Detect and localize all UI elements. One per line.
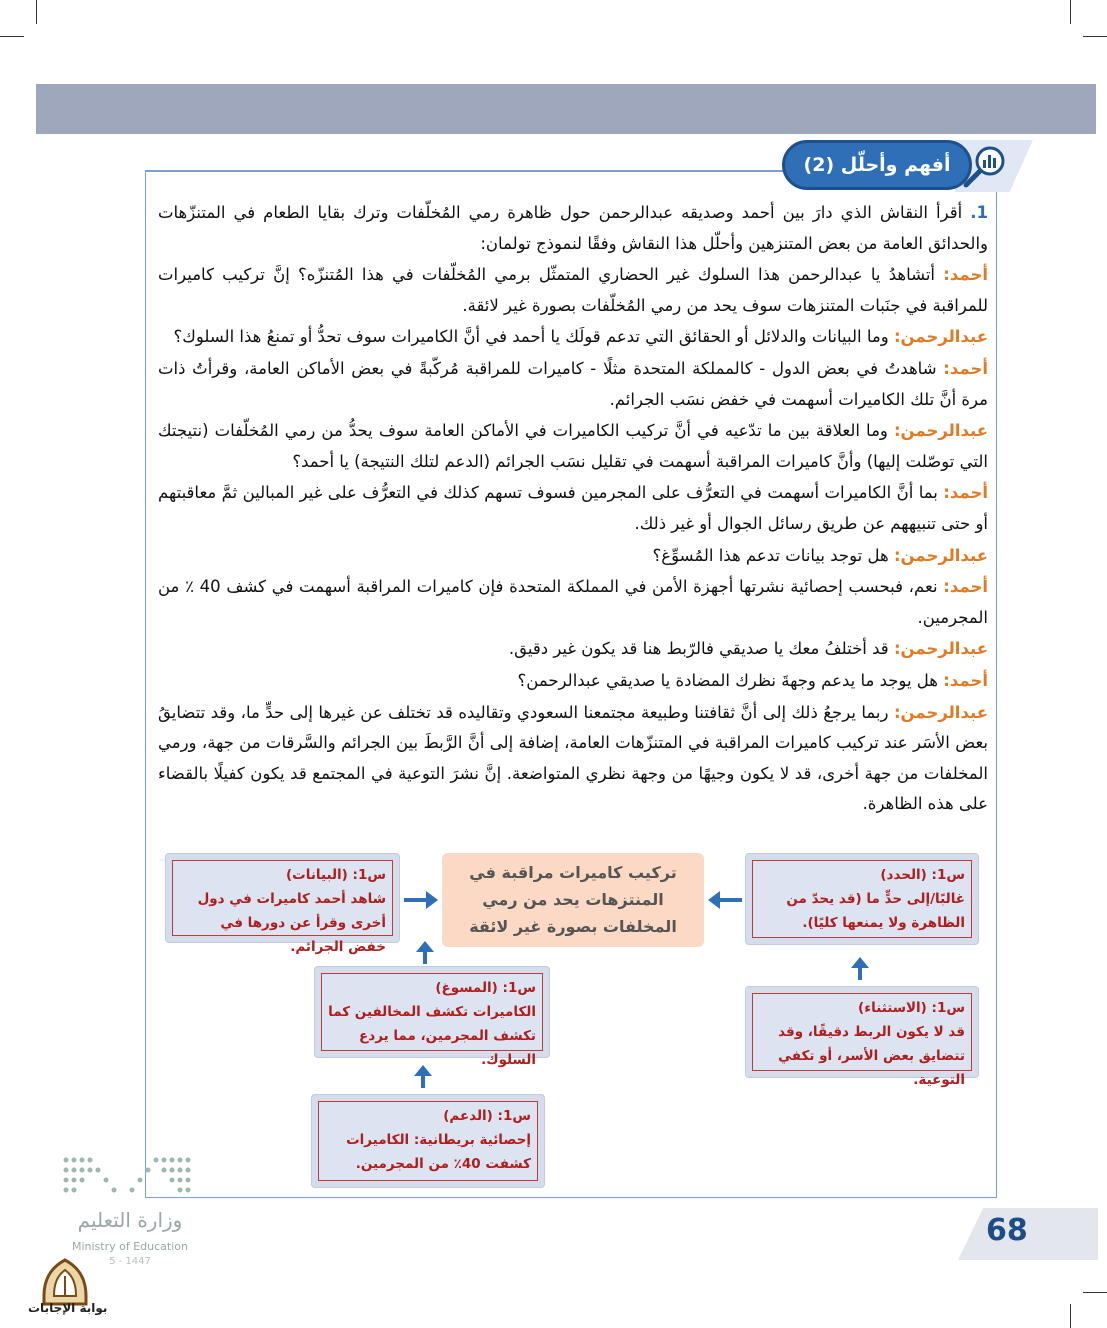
qualifier-box	[745, 853, 979, 945]
box-title: س1: (الدعم)	[443, 1108, 531, 1124]
speaker: أحمد:	[943, 358, 989, 378]
utterance: وما البيانات والدلائل أو الحقائق التي تدعم قولَك يا أحمد في أنَّ الكاميرات سوف تحدُّ أو تمنعُ هذا السلوك؟	[173, 327, 889, 347]
claim-box	[442, 853, 704, 947]
dialogue-line	[158, 634, 988, 665]
box-text: الكاميرات تكشف المخالفين كما تكشف المجرمين، مما يردع السلوك.	[328, 1004, 536, 1068]
box-text: شاهد أحمد كاميرات في دول أخرى وقرأ عن دورها في خفض الجرائم.	[197, 891, 386, 955]
crop-mark	[0, 36, 24, 37]
speaker: أحمد:	[943, 577, 988, 597]
dialogue-line	[158, 666, 988, 697]
claim-text: تركيب كاميرات مراقبة في المنتزهات يحد من رمي المخلفات بصورة غير لائقة	[469, 863, 677, 936]
intro-text: أقرأ النقاش الذي دارَ بين أحمد وصديقه عبدالرحمن حول ظاهرة رمي المُخلّفات وترك بقايا الطعام في المتنزّهات والحدائق العامة من بعض المتنزهين وأحلّل هذا النقاش وفقًا لنموذج تولمان:	[158, 203, 988, 253]
page-number-tab	[958, 1208, 1098, 1260]
crop-mark	[1070, 1304, 1071, 1328]
dialogue-line	[158, 260, 988, 321]
utterance: نعم، فبحسب إحصائية نشرتها أجهزة الأمن في المملكة المتحدة فإن كاميرات المراقبة أسهمت في كشف 40 ٪ من المجرمين.	[158, 577, 988, 627]
data-box	[165, 853, 400, 955]
box-text: غالبًا/إلى حدٍّ ما (قد يحدّ من الظاهرة ولا يمنعها كليًا).	[786, 891, 965, 931]
ministry-name-ar: وزارة التعليم	[77, 1208, 183, 1232]
rebuttal-box	[745, 986, 979, 1088]
dialogue-line	[158, 478, 988, 539]
box-text: إحصائية بريطانية: الكاميرات كشفت 40٪ من المجرمين.	[346, 1132, 531, 1172]
intro-paragraph	[158, 198, 988, 259]
edition-year: 5 - 1447	[109, 1256, 151, 1267]
section-title: أفهم وأحلّل (2)	[803, 154, 951, 176]
dialogue-line	[158, 541, 988, 572]
speaker: أحمد:	[943, 483, 989, 503]
magnifier-chart-icon	[960, 144, 1008, 190]
utterance: قد أختلفُ معك يا صديقي فالرّبط هنا قد يكون غير دقيق.	[508, 639, 889, 659]
ministry-logo	[60, 1152, 200, 1202]
arrow-up-icon	[848, 956, 872, 982]
crop-mark	[1070, 0, 1071, 24]
utterance: بما أنَّ الكاميرات أسهمت في التعرُّف على المجرمين فسوف تسهم كذلك في التعرُّف على غير المبالين ثمَّ معاقبتهم أو حتى تنبيههم عن طريق رسائل الجوال أو غير ذلك.	[158, 483, 988, 533]
utterance: هل يوجد ما يدعم وجهةَ نظرك المضادة يا صديقي عبدالرحمن؟	[517, 670, 938, 690]
utterance: وما العلاقة بين ما تدّعيه في أنَّ تركيب الكاميرات في الأماكن العامة سوف يحدُّ من رمي المُخلّفات (نتيجتك التي توصّلت إليها) وأنَّ كاميرات المراقبة أسهمت في تقليل نسَب الجرائم (الدعم لتلك النتيجة) يا أحمد؟	[158, 421, 988, 471]
dialogue-line	[158, 354, 988, 415]
backing-box	[311, 1094, 545, 1188]
box-title: س1: (الاستثناء)	[858, 1000, 965, 1016]
speaker: أحمد:	[943, 265, 988, 285]
utterance: ربما يرجعُ ذلك إلى أنَّ ثقافتنا وطبيعة مجتمعنا السعودي وتقاليده قد تختلف عن غيرها إلى حدٍّ ما، وقد تتضايقُ بعض الأسَر عند تركيب كاميرات المراقبة في المتنزّهات العامة، إضافة إلى أنَّ الرَّبطَ بين الجرائم والسَّرقات من جهة، ورمي المخلفات من جهة أخرى، قد لا يكون وجيهًا من وجهة نظري المتواضعة. إنَّ نشرَ التوعية في المجتمع قد يكون كفيلًا بالقضاء على هذه الظاهرة.	[158, 702, 988, 814]
crop-mark	[1083, 36, 1107, 37]
page-number: 68	[986, 1213, 1028, 1248]
dialogue-text	[158, 198, 988, 821]
dialogue-line	[158, 572, 988, 633]
utterance: شاهدتُ في بعض الدول - كالمملكة المتحدة مثلًا - كاميرات للمراقبة مُركّبةً في بعض الأماكن العامة، وقرأتُ ذات مرة أنَّ تلك الكاميرات أسهمت في خفض نسَب الجرائم.	[158, 358, 988, 409]
arrow-left-icon	[706, 888, 744, 912]
warrant-box	[314, 966, 550, 1068]
utterance: أتشاهدُ يا عبدالرحمن هذا السلوك غير الحضاري المتمثّل برمي المُخلّفات في هذا المُتنزّه؟ إنَّ تركيب كاميرات للمراقبة في جنَبات المتنزهات سوف يحد من رمي المُخلّفات بصورة غير لائقة.	[158, 265, 988, 315]
speaker: أحمد:	[943, 670, 988, 690]
top-band	[36, 84, 1096, 134]
section-title-tab	[782, 140, 972, 190]
crop-mark	[1083, 1292, 1107, 1293]
speaker: عبدالرحمن:	[893, 327, 988, 347]
speaker: عبدالرحمن:	[893, 545, 988, 565]
box-text: قد لا يكون الربط دقيقًا، وقد تتضايق بعض الأسر، أو تكفي التوعية.	[778, 1024, 965, 1088]
watermark-text: بوابة الإجابات	[28, 1301, 108, 1315]
dialogue-line	[158, 698, 988, 820]
dialogue-line	[158, 322, 988, 353]
arrow-up-icon	[411, 1064, 435, 1090]
speaker: عبدالرحمن:	[893, 639, 988, 659]
dialogue-line	[158, 416, 988, 477]
box-title: س1: (الحدد)	[880, 867, 965, 883]
question-number: 1.	[970, 203, 988, 222]
box-title: س1: (المسوغ)	[435, 980, 536, 996]
ministry-name-en: Ministry of Education	[71, 1240, 188, 1253]
arrow-right-icon	[402, 888, 440, 912]
utterance: هل توجد بيانات تدعم هذا المُسوِّغ؟	[652, 545, 889, 565]
crop-mark	[36, 0, 37, 24]
box-title: س1: (البيانات)	[286, 867, 386, 883]
arrow-up-icon	[413, 940, 437, 966]
speaker: عبدالرحمن:	[893, 702, 988, 722]
speaker: عبدالرحمن:	[893, 421, 989, 441]
